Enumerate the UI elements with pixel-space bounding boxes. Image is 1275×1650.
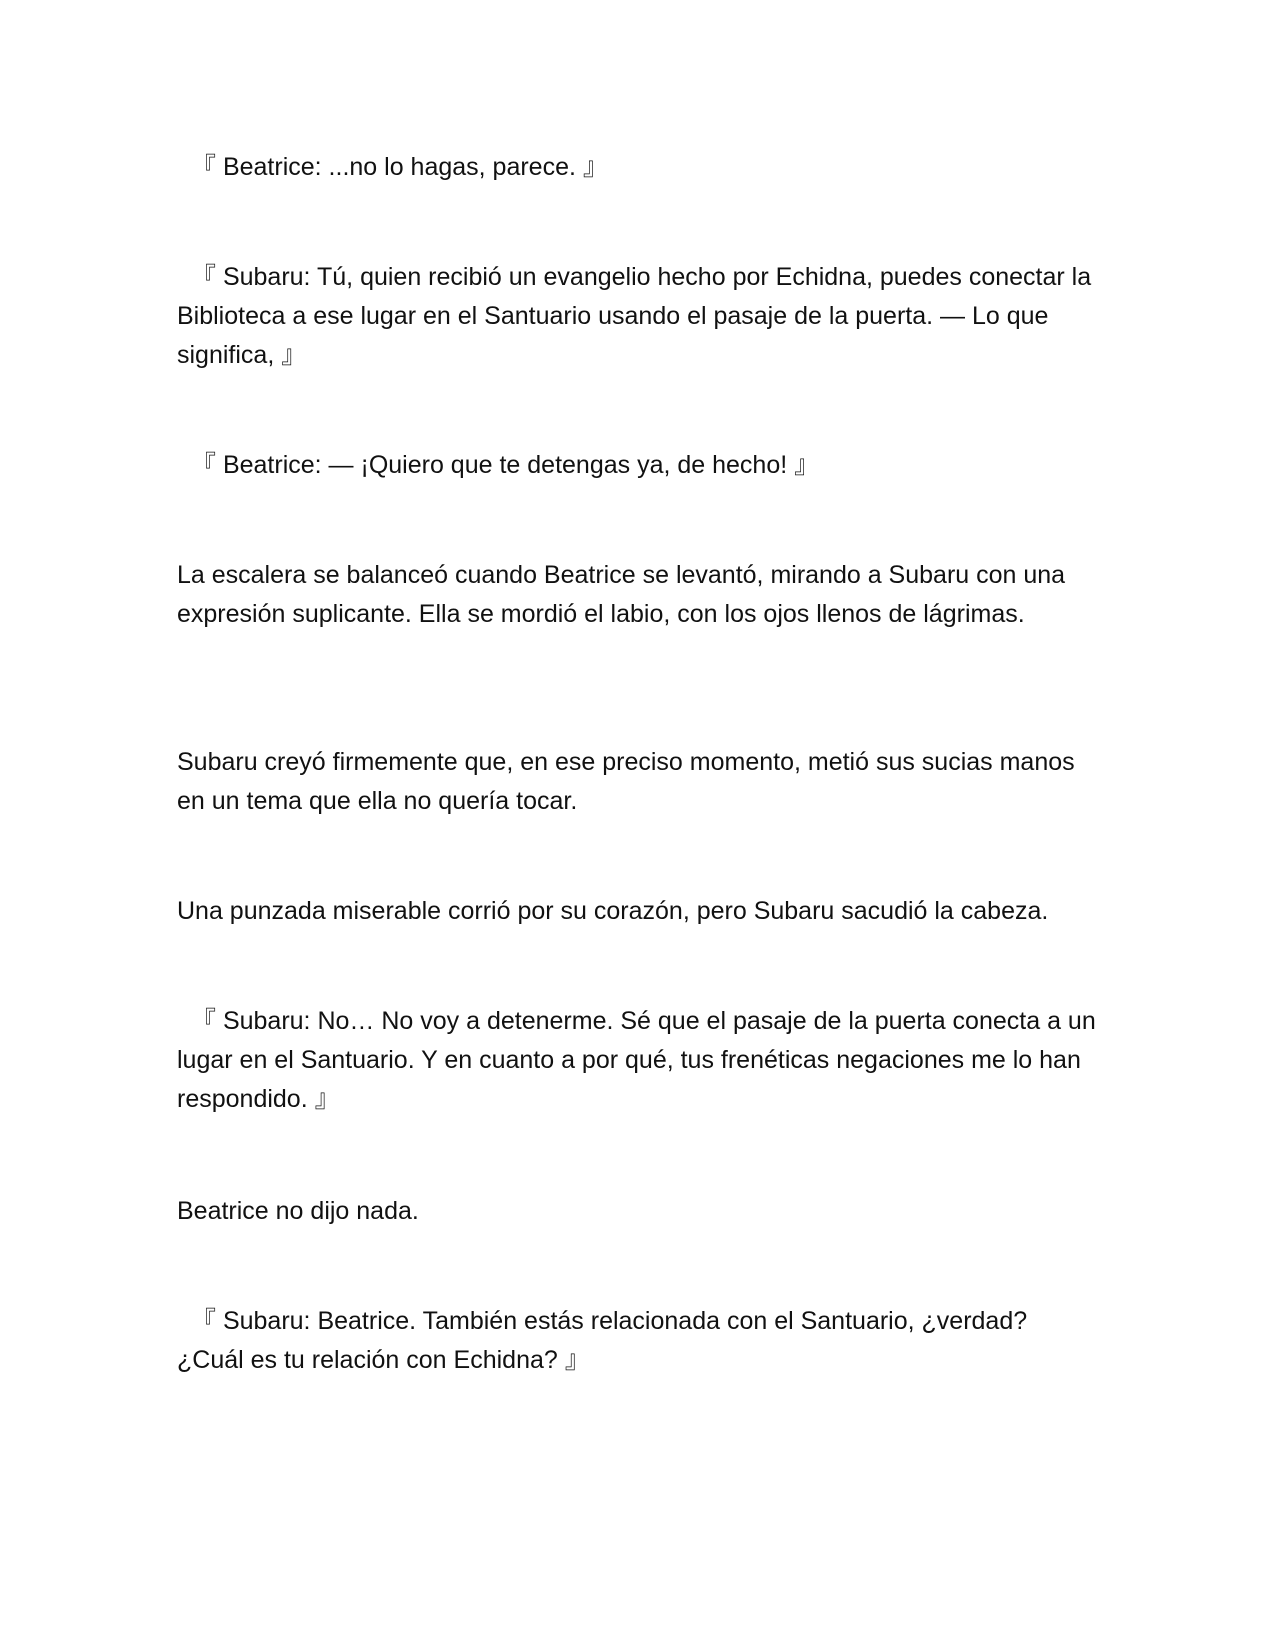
paragraph-dialogue-1: 『 Beatrice: ...no lo hagas, parece. 』 [191,153,608,181]
paragraph-dialogue-2: 『 Subaru: Tú, quien recibió un evangelio hecho por Echidna, puedes conectar la Biblioteca a ese lugar en el Santuario usando el pasaje de la puerta. — Lo que significa, 』 [177,263,1092,369]
paragraph-narration-2: Subaru creyó firmemente que, en ese preciso momento, metió sus sucias manos en un tema que ella no quería tocar. [177,748,1075,815]
paragraph-dialogue-4: 『 Subaru: No… No voy a detenerme. Sé que el pasaje de la puerta conecta a un lugar en el Santuario. Y en cuanto a por qué, tus frenéticas negaciones me lo han respondido. 』 [177,1007,1096,1113]
paragraph-narration-1: La escalera se balanceó cuando Beatrice se levantó, mirando a Subaru con una expresión suplicante. Ella se mordió el labio, con los ojos llenos de lágrimas. [177,561,1066,628]
paragraph-narration-4: Beatrice no dijo nada. [177,1197,419,1225]
paragraph-dialogue-3: 『 Beatrice: — ¡Quiero que te detengas ya, de hecho! 』 [191,451,820,479]
paragraph-dialogue-5: 『 Subaru: Beatrice. También estás relacionada con el Santuario, ¿verdad? ¿Cuál es tu relación con Echidna? 』 [177,1307,1028,1374]
paragraph-narration-3: Una punzada miserable corrió por su corazón, pero Subaru sacudió la cabeza. [177,897,1049,925]
